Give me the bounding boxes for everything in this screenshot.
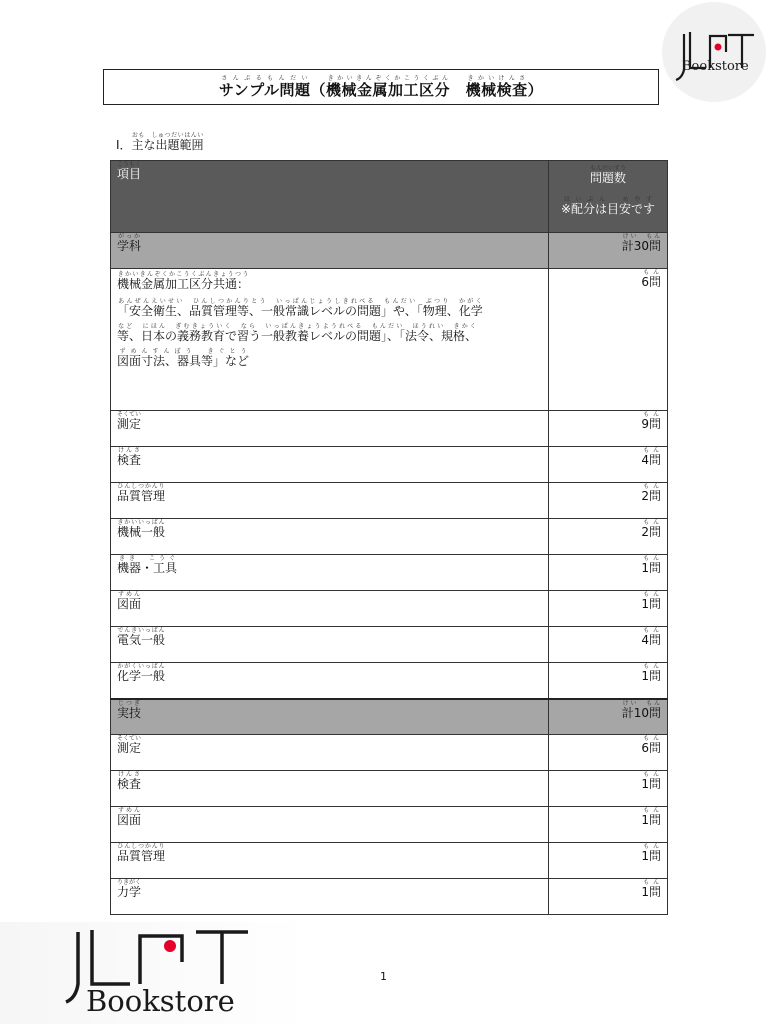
page-number: 1: [380, 970, 387, 983]
item-description: [117, 298, 542, 373]
group-total-cell: [549, 699, 668, 735]
table-row: [111, 411, 668, 447]
item-count: 4問: [641, 633, 661, 647]
item-name: 品質管理: [117, 849, 166, 863]
item-name-furigana: けんさ: [117, 447, 142, 454]
item-name-furigana: きかいきんぞくかこうくぶんきょうつう: [117, 271, 249, 278]
group-total: 計30問: [621, 239, 661, 253]
description-text-ruby: [117, 298, 483, 318]
item-name: 品質管理: [117, 489, 166, 503]
title-part-furigana: きかいきんぞくかこうくぶん: [326, 75, 451, 82]
jlpt-bookstore-logo-small: [662, 2, 766, 102]
description-text: 「安全衛生、品質管理等、一般常識レベルの問題」や、「物理、化学: [117, 304, 483, 318]
item-count-ruby: [641, 555, 661, 575]
item-name: 化学一般: [117, 669, 166, 683]
item-count: 1問: [641, 561, 661, 575]
title-part-furigana: さんぷるもんだい: [218, 75, 311, 82]
header-count-furigana: もんだいすう: [589, 165, 626, 172]
count-cell: [549, 591, 668, 627]
header-item-ruby: [117, 161, 142, 181]
title-part-ruby: [326, 75, 451, 99]
item-name-ruby: [117, 663, 166, 683]
exam-scope-table: [110, 160, 668, 915]
group-name: 学科: [117, 239, 142, 253]
item-cell: [111, 771, 549, 807]
count-cell: [549, 771, 668, 807]
item-count-ruby: [641, 483, 661, 503]
header-item-label: 項目: [117, 167, 142, 181]
item-name: 検査: [117, 453, 142, 467]
item-count-furigana: もん: [641, 447, 661, 454]
item-count: 2問: [641, 489, 661, 503]
item-count-ruby: [641, 735, 661, 755]
title-part: 機械検査: [465, 81, 528, 99]
section-label-furigana: おも しゅつだいはんい: [131, 132, 204, 139]
item-count-furigana: もん: [641, 771, 661, 778]
section-label: 主な出題範囲: [131, 138, 204, 152]
item-name: 図面: [117, 813, 142, 827]
group-row: [111, 233, 668, 269]
title-punct: （: [310, 81, 327, 99]
description-text: 等、日本の義務教育で習う一般教養レベルの問題」、「法令、規格、: [117, 329, 478, 343]
item-count-furigana: もん: [641, 411, 661, 418]
header-note-furigana: はいぶん めやす: [560, 196, 656, 203]
item-count: 1問: [641, 597, 661, 611]
table-row: [111, 735, 668, 771]
item-count-furigana: もん: [641, 519, 661, 526]
item-count-furigana: もん: [641, 735, 661, 742]
item-name-ruby: [117, 591, 142, 611]
item-cell: [111, 447, 549, 483]
item-name: 検査: [117, 777, 142, 791]
logo-small-sub: Bookstore: [682, 59, 749, 74]
table-row: [111, 663, 668, 699]
page-title: [219, 75, 543, 100]
item-count: 1問: [641, 669, 661, 683]
description-line: [117, 323, 542, 348]
item-count: 1問: [641, 777, 661, 791]
group-total-ruby: [621, 233, 661, 253]
item-count-ruby: [641, 269, 661, 289]
item-cell: [111, 879, 549, 915]
count-cell: [549, 843, 668, 879]
item-name-ruby: [117, 447, 142, 467]
count-cell: [549, 627, 668, 663]
item-name-ruby: [117, 483, 166, 503]
item-count-furigana: もん: [641, 663, 661, 670]
item-count-furigana: もん: [641, 555, 661, 562]
title-part-ruby: [218, 75, 311, 99]
count-cell: [549, 519, 668, 555]
description-text-furigana: など にほん ぎむきょういく なら いっぱんきょうようれべる もんだい ほうれい きかく: [117, 323, 477, 330]
item-cell: [111, 555, 549, 591]
item-name-furigana: でんきいっぱん: [117, 627, 166, 634]
item-cell: [111, 627, 549, 663]
title-part: 機械金属加工区分: [326, 81, 451, 99]
item-name-furigana: そくてい: [117, 735, 142, 742]
item-count-ruby: [641, 663, 661, 683]
section-number: I．: [116, 138, 132, 152]
count-cell: [549, 555, 668, 591]
item-count-ruby: [641, 771, 661, 791]
item-cell: [111, 843, 549, 879]
table-row: [111, 627, 668, 663]
title-part-furigana: きかいけんさ: [465, 75, 528, 82]
item-name-ruby: [117, 519, 166, 539]
item-name-furigana: かがくいっぱん: [117, 663, 166, 670]
item-name-furigana: りきがく: [117, 879, 142, 886]
item-name-furigana: ひんしつかんり: [117, 843, 166, 850]
item-count: 6問: [641, 275, 661, 289]
item-name-ruby: [117, 843, 166, 863]
item-count: 6問: [641, 741, 661, 755]
title-punct: [450, 81, 466, 99]
count-cell: [549, 879, 668, 915]
item-count-ruby: [641, 627, 661, 647]
group-total-cell: [549, 233, 668, 269]
item-name: 電気一般: [117, 633, 166, 647]
item-count-furigana: もん: [641, 269, 661, 276]
item-count-furigana: もん: [641, 879, 661, 886]
table-row: [111, 807, 668, 843]
item-count: 1問: [641, 849, 661, 863]
table-row: [111, 483, 668, 519]
item-count: 2問: [641, 525, 661, 539]
count-cell: [549, 411, 668, 447]
item-count-ruby: [641, 591, 661, 611]
header-count-ruby: [589, 165, 626, 185]
item-name-ruby: [117, 411, 142, 431]
description-text-furigana: あんぜんえいせい ひんしつかんりとう いっぱんじょうしきれべる もんだい ぶつり かがく: [117, 298, 483, 305]
item-name-furigana: きかいいっぱん: [117, 519, 166, 526]
item-name-furigana: そくてい: [117, 411, 142, 418]
item-name-furigana: ずめん: [117, 591, 142, 598]
description-line: [117, 348, 542, 373]
group-row: [111, 699, 668, 735]
table-row: [111, 447, 668, 483]
title-part-ruby: [465, 75, 528, 99]
group-total-ruby: [621, 699, 661, 720]
description-text-ruby: [117, 348, 250, 368]
item-name: 測定: [117, 417, 142, 431]
item-cell: [111, 663, 549, 699]
header-item-cell: [111, 161, 549, 233]
item-count-furigana: もん: [641, 807, 661, 814]
item-count-furigana: もん: [641, 627, 661, 634]
group-total-furigana: けい もん: [621, 699, 661, 707]
section-label-ruby: [131, 132, 204, 152]
count-cell: [549, 269, 668, 411]
item-name-ruby: [117, 555, 178, 575]
description-line: [117, 298, 542, 323]
item-name: 図面: [117, 597, 142, 611]
table-row: [111, 771, 668, 807]
item-name-ruby: [117, 807, 142, 827]
item-name-ruby: [117, 735, 142, 755]
item-count: 1問: [641, 885, 661, 899]
group-total: 計10問: [621, 705, 661, 720]
item-count: 1問: [641, 813, 661, 827]
item-name: 測定: [117, 741, 142, 755]
item-name-furigana: ずめん: [117, 807, 142, 814]
item-count: 9問: [641, 417, 661, 431]
count-cell: [549, 483, 668, 519]
item-count-ruby: [641, 411, 661, 431]
item-count-furigana: もん: [641, 843, 661, 850]
item-name: 機械一般: [117, 525, 166, 539]
header-count-cell: [549, 161, 668, 233]
item-cell: [111, 483, 549, 519]
item-name-ruby: [117, 771, 142, 791]
group-name-cell: [111, 699, 549, 735]
item-cell: [111, 735, 549, 771]
header-item-furigana: こうもく: [117, 161, 142, 168]
item-count-ruby: [641, 879, 661, 899]
table-header-row: [111, 161, 668, 233]
table-row: [111, 879, 668, 915]
item-count-ruby: [641, 519, 661, 539]
item-name-ruby: [117, 627, 166, 647]
description-text-furigana: ずめんすんぽう きぐとう: [117, 348, 250, 355]
group-name-ruby: [117, 699, 142, 720]
item-count-ruby: [641, 447, 661, 467]
item-name-ruby: [117, 879, 142, 899]
count-cell: [549, 663, 668, 699]
item-name: 機械金属加工区分共通：: [117, 277, 250, 291]
item-cell: [111, 411, 549, 447]
item-count-furigana: もん: [641, 483, 661, 490]
logo-large-sub: Bookstore: [86, 984, 235, 1018]
item-cell: [111, 519, 549, 555]
table-row: [111, 591, 668, 627]
group-name-ruby: [117, 233, 142, 253]
title-punct: ）: [527, 81, 544, 99]
item-name: 力学: [117, 885, 142, 899]
item-name-ruby: [117, 271, 250, 291]
item-name-furigana: きき こうぐ: [117, 555, 178, 562]
count-cell: [549, 447, 668, 483]
group-total-furigana: けい もん: [621, 233, 661, 240]
group-name-furigana: じつぎ: [117, 699, 142, 707]
description-text-ruby: [117, 323, 478, 343]
table-row: [111, 555, 668, 591]
item-name-furigana: けんさ: [117, 771, 142, 778]
title-part: サンプル問題: [218, 81, 311, 99]
header-note: ※配分は目安です: [560, 202, 656, 216]
group-name: 実技: [117, 705, 142, 720]
item-count-furigana: もん: [641, 591, 661, 598]
item-name: 機器・工具: [117, 561, 178, 575]
item-count-ruby: [641, 843, 661, 863]
item-count-ruby: [641, 807, 661, 827]
jlpt-bookstore-logo-large: [0, 922, 310, 1024]
table-row: [111, 519, 668, 555]
item-count: 4問: [641, 453, 661, 467]
section-heading: [116, 132, 204, 153]
item-cell: [111, 591, 549, 627]
group-name-cell: [111, 233, 549, 269]
description-text: 図面寸法、器具等」など: [117, 354, 250, 368]
header-count-label: 問題数: [589, 171, 626, 185]
table-row: [111, 843, 668, 879]
count-cell: [549, 807, 668, 843]
group-name-furigana: がっか: [117, 233, 142, 240]
table-row: [111, 269, 668, 411]
count-cell: [549, 735, 668, 771]
item-cell: [111, 269, 549, 411]
title-box: [103, 69, 659, 105]
header-note-ruby: [560, 196, 656, 216]
item-name-furigana: ひんしつかんり: [117, 483, 166, 490]
item-cell: [111, 807, 549, 843]
